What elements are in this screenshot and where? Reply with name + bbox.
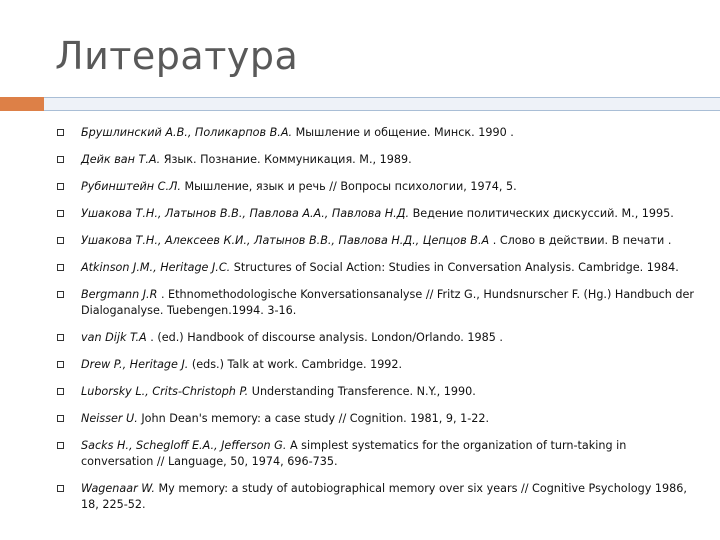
reference-text: . (ed.) Handbook of discourse analysis. London/Orlando. 1985 . xyxy=(146,331,503,344)
reference-authors: Дейк ван Т.А. xyxy=(81,153,161,166)
reference-text: . Ethnomethodologische Konversationsanalyse // Fritz G., Hundsnurscher F. (Hg.) Handbuch der Dialoganalyse. Tuebengen.1994. 3-16. xyxy=(81,288,694,317)
reference-authors: van Dijk T.A xyxy=(81,331,147,344)
reference-authors: Neisser U. xyxy=(81,412,138,425)
reference-text: (eds.) Talk at work. Cambridge. 1992. xyxy=(188,358,403,371)
reference-authors: Drew P., Heritage J. xyxy=(81,358,189,371)
bullet-icon xyxy=(57,156,64,163)
title-divider xyxy=(0,97,720,111)
reference-item xyxy=(55,330,695,346)
reference-text: . Слово в действии. В печати . xyxy=(489,234,672,247)
reference-authors: Luborsky L., Crits-Christoph P. xyxy=(81,385,249,398)
reference-item xyxy=(55,438,695,470)
reference-item xyxy=(55,357,695,373)
reference-authors: Брушлинский А.В., Поликарпов В.А. xyxy=(81,126,293,139)
bullet-icon xyxy=(57,264,64,271)
reference-item xyxy=(55,125,695,141)
bullet-icon xyxy=(57,291,64,298)
reference-text: A simplest systematics for the organization of turn-taking in conversation // Language, 50, 1974, 696-735. xyxy=(81,439,627,468)
reference-item xyxy=(55,287,695,319)
reference-authors: Ушакова Т.Н., Латынов В.В., Павлова А.А., Павлова Н.Д. xyxy=(81,207,410,220)
reference-authors: Sacks H., Schegloff E.A., Jefferson G. xyxy=(81,439,287,452)
reference-text: Язык. Познание. Коммуникация. М., 1989. xyxy=(160,153,412,166)
bullet-icon xyxy=(57,442,64,449)
bullet-icon xyxy=(57,210,64,217)
bullet-icon xyxy=(57,485,64,492)
reference-text: My memory: a study of autobiographical memory over six years // Cognitive Psychology 1986, 18, 225-52. xyxy=(81,482,687,511)
reference-authors: Atkinson J.M., Heritage J.C. xyxy=(81,261,231,274)
bullet-icon xyxy=(57,183,64,190)
reference-text: Мышление и общение. Минск. 1990 . xyxy=(292,126,514,139)
reference-text: Ведение политических дискуссий. М., 1995. xyxy=(409,207,674,220)
reference-item xyxy=(55,152,695,168)
reference-authors: Рубинштейн С.Л. xyxy=(81,180,181,193)
divider-line xyxy=(44,97,720,111)
reference-item xyxy=(55,411,695,427)
reference-item xyxy=(55,384,695,400)
reference-item xyxy=(55,233,695,249)
reference-authors: Wagenaar W. xyxy=(81,482,155,495)
reference-item xyxy=(55,260,695,276)
reference-text: John Dean's memory: a case study // Cognition. 1981, 9, 1-22. xyxy=(137,412,490,425)
bullet-icon xyxy=(57,334,64,341)
divider-accent-block xyxy=(0,97,44,111)
reference-item xyxy=(55,481,695,513)
bullet-icon xyxy=(57,237,64,244)
bullet-icon xyxy=(57,361,64,368)
reference-item xyxy=(55,206,695,222)
bullet-icon xyxy=(57,129,64,136)
reference-item xyxy=(55,179,695,195)
reference-authors: Ушакова Т.Н., Алексеев К.И., Латынов В.В., Павлова Н.Д., Цепцов В.А xyxy=(81,234,490,247)
bullet-icon xyxy=(57,415,64,422)
reference-text: Understanding Transference. N.Y., 1990. xyxy=(248,385,476,398)
reference-text: Structures of Social Action: Studies in Conversation Analysis. Cambridge. 1984. xyxy=(230,261,679,274)
bullet-icon xyxy=(57,388,64,395)
reference-list xyxy=(55,125,695,513)
reference-authors: Bergmann J.R xyxy=(81,288,158,301)
reference-text: Мышление, язык и речь // Вопросы психологии, 1974, 5. xyxy=(180,180,517,193)
slide-title: Литература xyxy=(55,34,299,78)
